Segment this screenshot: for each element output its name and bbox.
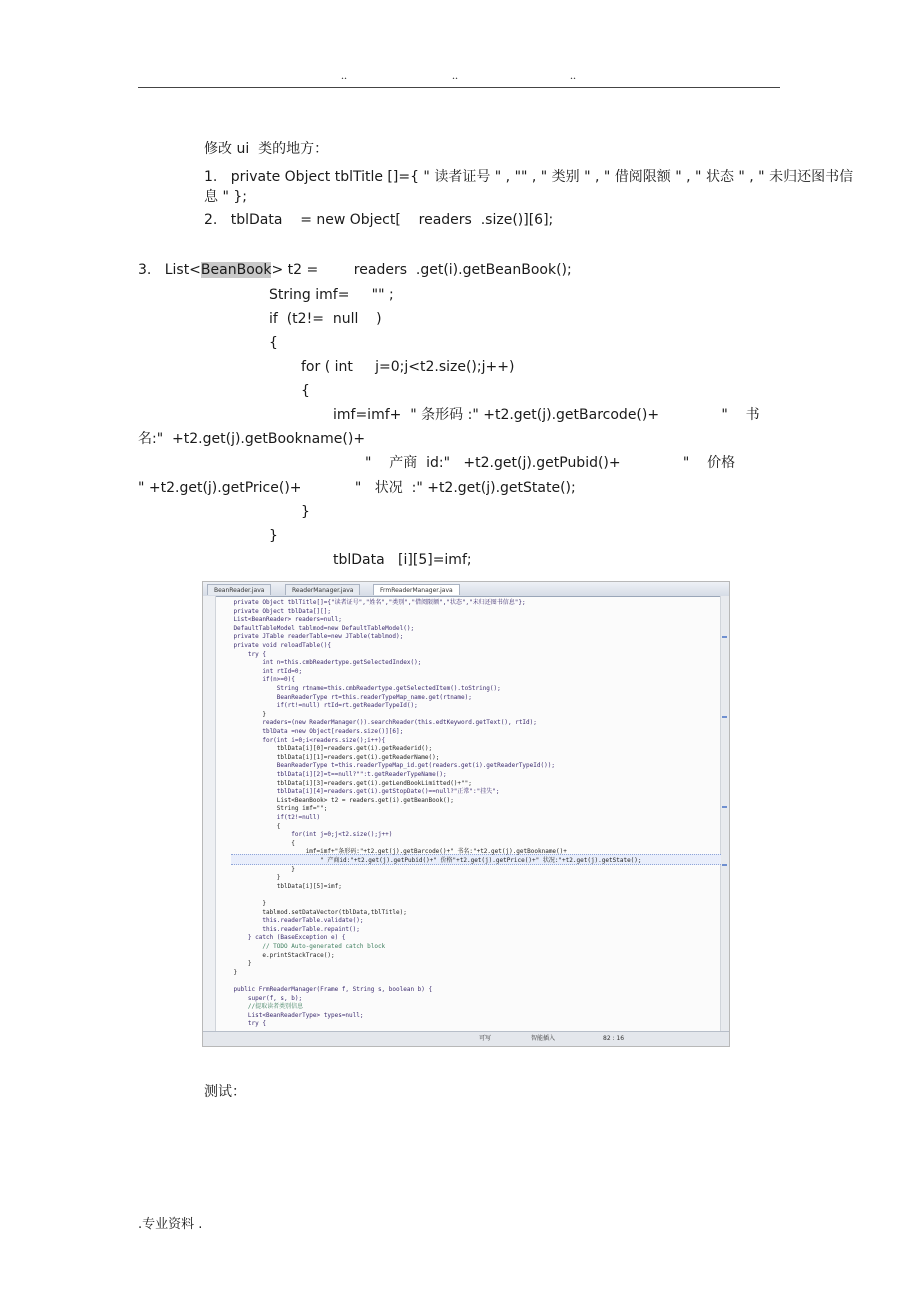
code-line: " 产商id:"+t2.get(j).getPubid()+" 价格"+t2.get(j).getPrice()+" 状况:"+t2.get(j).getState(); xyxy=(219,857,642,864)
code-line: tblData[i][2]=t==null?"":t.getReaderTypeName(); xyxy=(219,771,447,778)
code-line: //提取读者类别信息 xyxy=(219,1003,304,1011)
code-line: { xyxy=(219,822,281,830)
code-line: readers=(new ReaderManager()).searchReader(this.edtKeyword.getText(), rtId); xyxy=(219,719,537,727)
code-line-price: " +t2.get(j).getPrice()+ " 状况 :" +t2.get(j).getState(); xyxy=(138,480,576,496)
code-line: public FrmReaderManager(Frame f, String s, boolean b) { xyxy=(219,986,433,993)
scroll-marker[interactable] xyxy=(722,636,727,638)
code-line: List<BeanReader> readers=null; xyxy=(219,616,342,624)
code-line: tblData[i][4]=readers.get(i).getStopDate()==null?"正常":"挂失"; xyxy=(219,788,500,796)
code-line: imf=imf+"条形码:"+t2.get(j).getBarcode()+" 书名:"+t2.get(j).getBookname()+ xyxy=(219,848,567,856)
code-line-for: for ( int j=0;j<t2.size();j++) xyxy=(301,359,515,375)
status-insert-mode: 智能插入 xyxy=(531,1035,556,1042)
editor-scrollbar[interactable] xyxy=(720,596,729,1032)
code-line: super(f, s, b); xyxy=(219,994,303,1002)
code-line: } xyxy=(219,874,281,882)
code-line-imf-assign: imf=imf+ " 条形码 :" +t2.get(j).getBarcode()+ " 书 xyxy=(333,407,760,423)
code-line: private Object tblTitle[]={"读者证号","姓名","类别","借阅限额","状态","未归还图书信息"}; xyxy=(219,599,526,606)
code-line: List<BeanReaderType> types=null; xyxy=(219,1011,364,1019)
code-line-if: if (t2!= null ) xyxy=(269,311,382,327)
code-line: if(rt!=null) rtId=rt.getReaderTypeId(); xyxy=(219,702,418,710)
code-line: private void reloadTable(){ xyxy=(219,642,331,649)
code-line-for-brace: { xyxy=(301,383,310,399)
code-line: // TODO Auto-generated catch block xyxy=(219,943,386,950)
code-line: if(n>=0){ xyxy=(219,676,295,684)
status-writable: 可写 xyxy=(479,1035,492,1042)
scroll-marker[interactable] xyxy=(722,864,727,866)
highlighted-beanbook: BeanBook xyxy=(200,262,272,278)
code-line: } xyxy=(219,960,252,968)
code-line-close-if: } xyxy=(269,528,278,544)
section-heading: 修改 ui 类的地方： xyxy=(204,141,329,157)
step-3-line xyxy=(138,261,572,279)
code-line: String rtname=this.cmbReadertype.getSelectedItem().toString(); xyxy=(219,685,501,692)
code-line: for(int j=0;j<t2.size();j++) xyxy=(219,831,393,839)
code-line-tbldata: tblData [i][5]=imf; xyxy=(333,552,472,568)
code-line: this.readerTable.repaint(); xyxy=(219,925,360,933)
code-line: } catch (BaseException e) { xyxy=(219,934,346,942)
header-dot-1: .. xyxy=(341,68,347,82)
step-1-line-1: 1. private Object tblTitle []={ " 读者证号 " , "" , " 类别 " , " 借阅限额 " , " 状态 " , " 未归还图书信 xyxy=(204,169,854,185)
code-line: { xyxy=(219,839,295,847)
code-line-open-brace: { xyxy=(269,335,278,351)
header-dot-3: .. xyxy=(570,68,576,82)
code-line: DefaultTableModel tablmod=new DefaultTableModel(); xyxy=(219,624,415,632)
code-line: BeanReaderType t=this.readerTypeMap_id.get(readers.get(i).getReaderTypeId()); xyxy=(219,762,555,770)
tab-beanreader[interactable]: BeanReader.java xyxy=(207,584,271,595)
tab-readermanager[interactable]: ReaderManager.java xyxy=(285,584,360,595)
code-line: tblData[i][5]=imf; xyxy=(219,882,342,890)
page-footer: .专业资料 . xyxy=(138,1217,203,1232)
code-line: tablmod.setDataVector(tblData,tblTitle); xyxy=(219,908,407,916)
status-bar xyxy=(203,1031,729,1046)
code-line: int rtId=0; xyxy=(219,667,303,675)
step-1-line-2: 息 " }; xyxy=(204,189,247,205)
code-line: this.readerTable.validate(); xyxy=(219,917,364,925)
ide-screenshot xyxy=(202,581,730,1047)
code-line: } xyxy=(219,968,238,976)
code-line: e.printStackTrace(); xyxy=(219,951,335,959)
code-line: tblData =new Object[readers.size()][6]; xyxy=(219,728,404,735)
code-editor[interactable] xyxy=(203,596,721,1032)
code-line: BeanReaderType rt=this.readerTypeMap_name.get(rtname); xyxy=(219,693,472,701)
code-line: for(int i=0;i<readers.size();i++){ xyxy=(219,736,386,744)
code-line: } xyxy=(219,865,295,873)
header-rule xyxy=(138,87,780,88)
code-line: tblData[i][3]=readers.get(i).getLendBookLimitted()+""; xyxy=(219,779,472,787)
code-line: if(t2!=null) xyxy=(219,814,321,821)
code-line: int n=this.cmbReadertype.getSelectedIndex(); xyxy=(219,659,422,667)
status-position: 82 : 16 xyxy=(603,1035,625,1042)
step-3-prefix: 3. List< xyxy=(138,262,201,278)
code-line: } xyxy=(219,900,266,907)
code-line: List<BeanBook> t2 = readers.get(i).getBeanBook(); xyxy=(219,796,454,804)
scroll-marker[interactable] xyxy=(722,806,727,808)
code-line: try { xyxy=(219,1020,266,1028)
code-line-pubid: " 产商 id:" +t2.get(j).getPubid()+ " 价格 xyxy=(365,455,736,471)
tab-frmreadermanager[interactable]: FrmReaderManager.java xyxy=(373,584,460,595)
code-line: tblData[i][0]=readers.get(i).getReaderid(); xyxy=(219,745,433,753)
code-line: private Object tblData[][]; xyxy=(219,607,331,615)
editor-tab-bar xyxy=(203,582,729,597)
code-line: try { xyxy=(219,650,266,658)
code-line: String imf=""; xyxy=(219,805,328,813)
test-label: 测试： xyxy=(204,1084,246,1100)
header-dot-2: .. xyxy=(452,68,458,82)
code-line: tblData[i][1]=readers.get(i).getReaderName(); xyxy=(219,753,440,761)
code-line: private JTable readerTable=new JTable(tablmod); xyxy=(219,633,404,641)
code-line: } xyxy=(219,710,266,718)
code-line-close-for: } xyxy=(301,504,310,520)
code-line-imf: String imf= "" ; xyxy=(269,287,394,303)
code-line-bookname: 名:" +t2.get(j).getBookname()+ xyxy=(138,431,366,447)
scroll-marker[interactable] xyxy=(722,716,727,718)
step-2-line: 2. tblData = new Object[ readers .size()][6]; xyxy=(204,212,554,228)
step-3-suffix: > t2 = readers .get(i).getBeanBook(); xyxy=(271,262,572,278)
